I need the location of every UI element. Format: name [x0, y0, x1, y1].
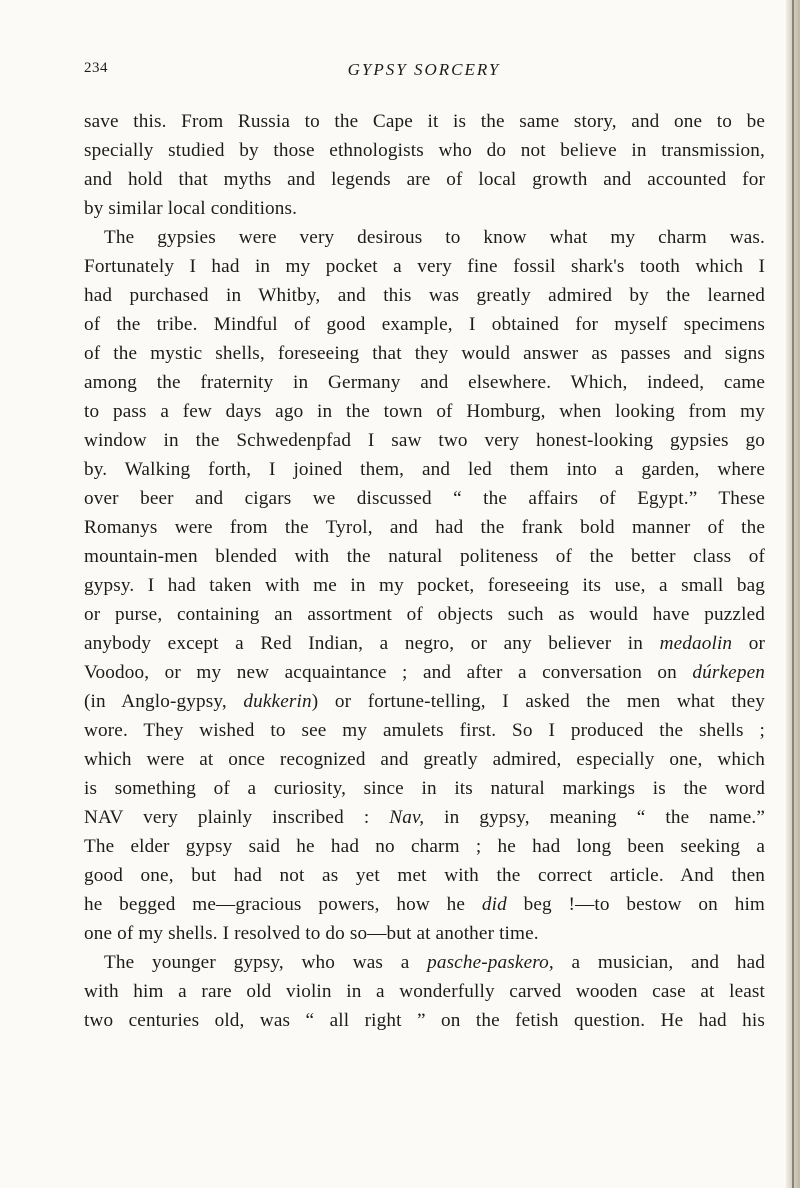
page-edge-line [792, 0, 794, 1188]
text-line: had purchased in Whitby, and this was greatly admired by the learned [84, 285, 765, 306]
body-text [84, 107, 765, 1035]
text-line: among the fraternity in Germany and elsewhere. Which, indeed, came [84, 372, 765, 393]
text-line: specially studied by those ethnologists who do not believe in transmission, [84, 140, 765, 161]
text-segment: Voodoo, or my new acquaintance ; and after a conversation on [84, 662, 677, 683]
text-line: by. Walking forth, I joined them, and led them into a garden, where [84, 459, 765, 480]
text-line [84, 629, 765, 658]
text-segment: or [748, 633, 766, 654]
text-line: mountain-men blended with the natural politeness of the better class of [84, 546, 765, 567]
text-line: over beer and cigars we discussed “ the affairs of Egypt.” These [84, 488, 765, 509]
text-line: and hold that myths and legends are of local growth and accounted for [84, 169, 765, 190]
text-line: wore. They wished to see my amulets first. So I produced the shells ; [84, 720, 765, 741]
text-line [84, 948, 765, 977]
text-line: is something of a curiosity, since in its natural markings is the word [84, 778, 765, 799]
text-line: of the mystic shells, foreseeing that they would answer as passes and signs [84, 343, 765, 364]
italic-word: Nav, [389, 807, 425, 828]
text-line: The gypsies were very desirous to know what my charm was. [104, 227, 765, 248]
text-line [84, 803, 765, 832]
text-segment: anybody except a Red Indian, a negro, or any believer in [84, 633, 644, 654]
text-line [84, 890, 765, 919]
text-segment: a musician, and had [571, 952, 765, 973]
page-header [84, 60, 764, 88]
italic-word: dukkerin [243, 691, 312, 712]
italic-word: pasche-paskero, [427, 952, 554, 973]
page-number: 234 [84, 60, 108, 76]
text-line: window in the Schwedenpfad I saw two very honest-looking gypsies go [84, 430, 765, 451]
text-segment: The younger gypsy, who was a [104, 952, 410, 973]
text-line: which were at once recognized and greatly admired, especially one, which [84, 749, 765, 770]
text-line [84, 687, 765, 716]
italic-word: medaolin [659, 633, 733, 654]
text-line: good one, but had not as yet met with the correct article. And then [84, 865, 765, 886]
text-line: by similar local conditions. [84, 198, 298, 219]
italic-word: dúrkepen [692, 662, 765, 683]
text-line [84, 658, 765, 687]
text-segment: NAV very plainly inscribed : [84, 807, 370, 828]
text-segment: he begged me—gracious powers, how he [84, 894, 466, 915]
text-line: or purse, containing an assortment of objects such as would have puzzled [84, 604, 765, 625]
text-line: two centuries old, was “ all right ” on the fetish question. He had his [84, 1010, 765, 1031]
text-line: Romanys were from the Tyrol, and had the frank bold manner of the [84, 517, 765, 538]
text-line: Fortunately I had in my pocket a very fine fossil shark's tooth which I [84, 256, 765, 277]
text-line: save this. From Russia to the Cape it is the same story, and one to be [84, 111, 765, 132]
text-line: The elder gypsy said he had no charm ; he had long been seeking a [84, 836, 765, 857]
text-segment: ) or fortune-telling, I asked the men what they [311, 691, 766, 712]
text-line: to pass a few days ago in the town of Homburg, when looking from my [84, 401, 765, 422]
text-line: gypsy. I had taken with me in my pocket, foreseeing its use, a small bag [84, 575, 765, 596]
text-segment: beg !—to bestow on him [523, 894, 766, 915]
text-line: one of my shells. I resolved to do so—but at another time. [84, 923, 539, 944]
italic-word: did [481, 894, 507, 915]
text-segment: in gypsy, meaning “ the name.” [444, 807, 765, 828]
text-segment: (in Anglo-gypsy, [84, 691, 227, 712]
text-line: of the tribe. Mindful of good example, I obtained for myself specimens [84, 314, 765, 335]
running-head: GYPSY SORCERY [347, 60, 501, 79]
text-line: with him a rare old violin in a wonderfully carved wooden case at least [84, 981, 765, 1002]
